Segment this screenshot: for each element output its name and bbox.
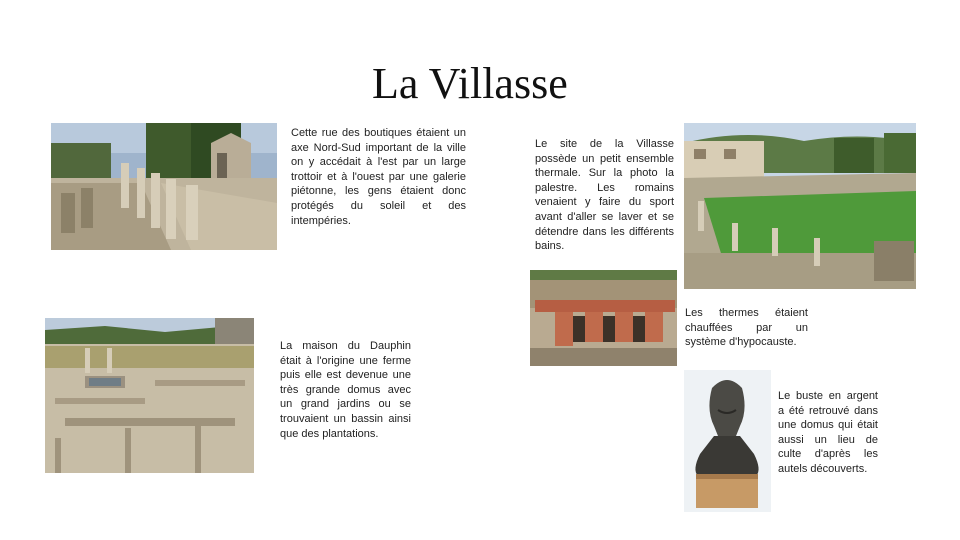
slide-title: La Villasse <box>372 59 568 108</box>
bust-description: Le buste en argent a été retrouvé dans une domus qui était aussi un lieu de culte d'après les autels découverts. <box>778 390 878 475</box>
street-description: Cette rue des boutiques étaient un axe Nord-Sud important de la ville on y accédait à l'est par un large trottoir et à l'ouest par une galerie piétonne, les gens étaient donc protégés du soleil et des intempéries. <box>291 127 466 227</box>
dolphin-house-description: La maison du Dauphin était à l'origine une ferme puis elle est devenue une très grande domus avec un grand jardins ou se trouvaient un bassin ainsi que des plantations. <box>280 340 411 440</box>
baths-description: Les thermes étaient chauffées par un système d'hypocauste. <box>685 307 808 349</box>
palaestra-photo <box>684 123 916 289</box>
silver-bust-photo <box>684 370 771 512</box>
hypocaust-photo <box>530 270 677 366</box>
site-description: Le site de la Villasse possède un petit ensemble thermale. Sur la photo la palestre. Les romains venaient y faire du sport avant d'aller se laver et se détendre dans les différents bains. <box>535 138 674 253</box>
dolphin-house-photo <box>45 318 254 473</box>
street-of-shops-photo <box>51 123 277 250</box>
